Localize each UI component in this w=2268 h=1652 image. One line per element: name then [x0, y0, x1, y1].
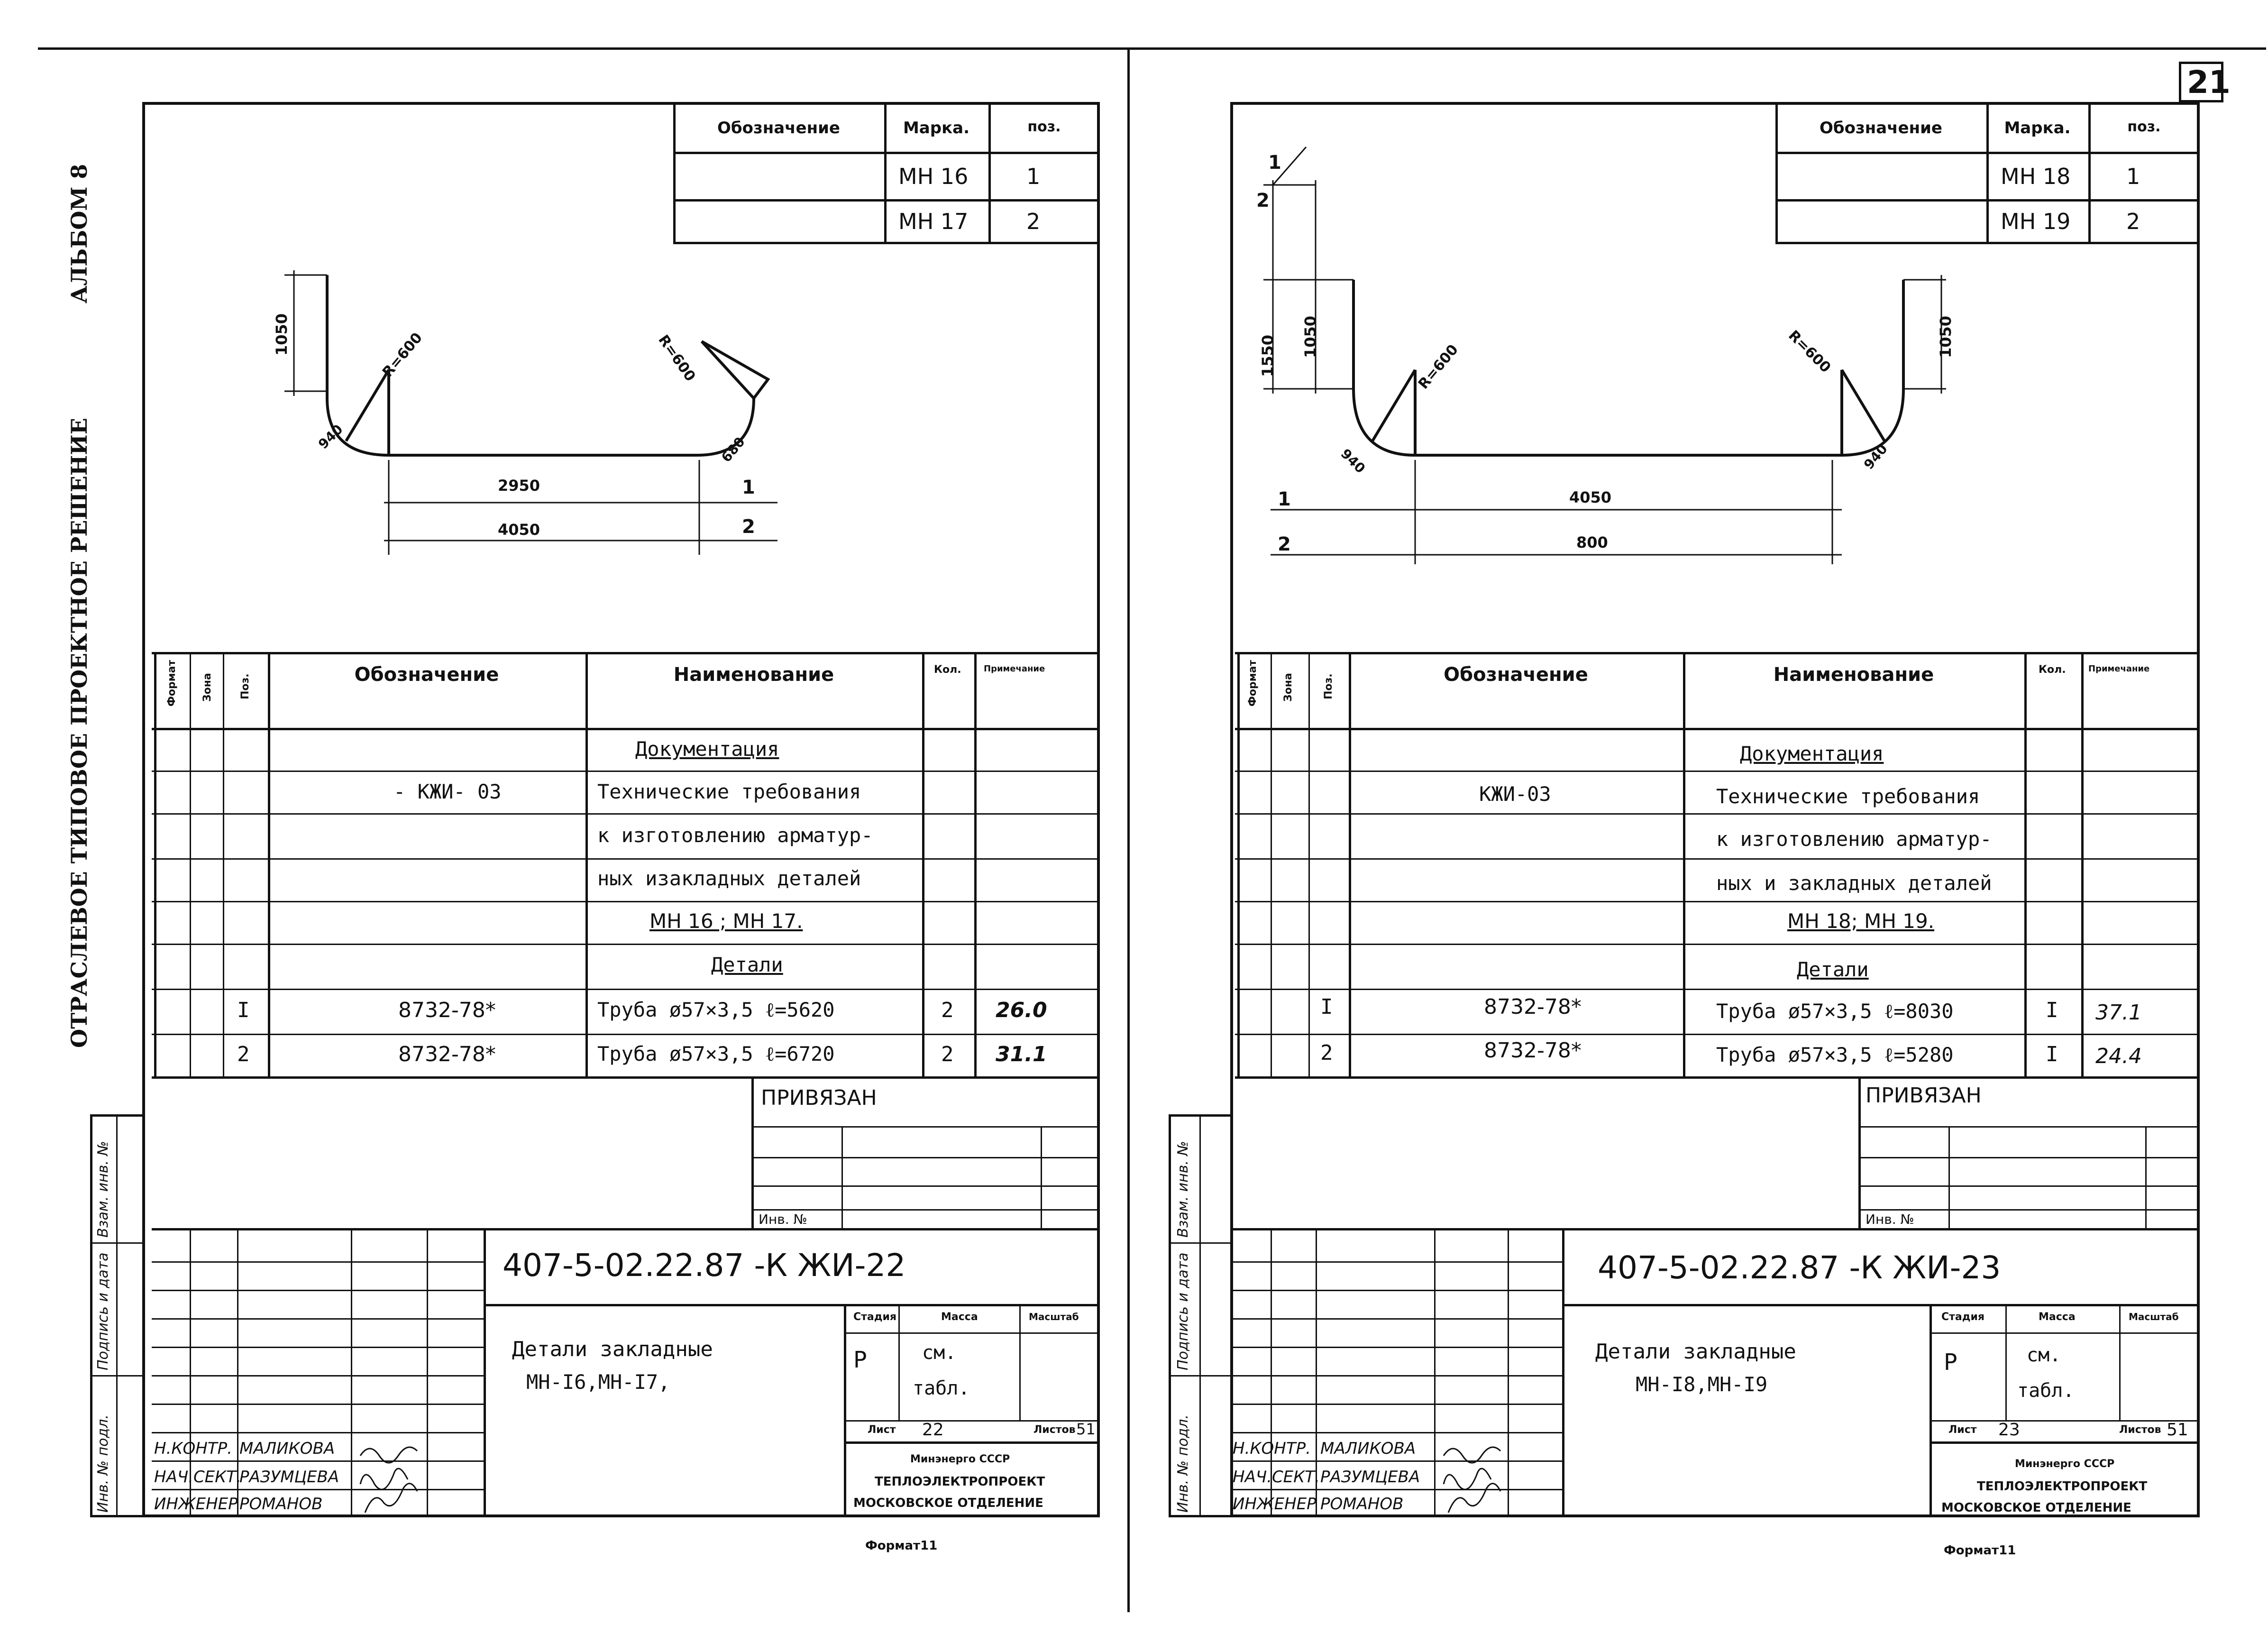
dim-label: R=600: [1785, 327, 1834, 376]
signature-scribbles: [351, 1437, 484, 1517]
spec-header-qty: Кол.: [2039, 664, 2066, 676]
spec-row-name: Труба ø57×3,5 ℓ=5620: [597, 998, 835, 1021]
sig-name: МАЛИКОВА: [1320, 1439, 1416, 1458]
spec-row-name: Документация: [1740, 742, 1884, 765]
dim-label: 940: [1337, 446, 1369, 477]
sig-role: ИНЖЕНЕР: [154, 1495, 238, 1514]
bent-pipe-drawing-right: [1230, 142, 2012, 578]
spec-row-pos: I: [1320, 995, 1333, 1019]
spec-row-name: Детали: [711, 953, 783, 976]
dim-label: 680: [718, 434, 748, 466]
org-department: МОСКОВСКОЕ ОТДЕЛЕНИЕ: [853, 1496, 1043, 1510]
marks-header-mark: Марка.: [2004, 119, 2071, 138]
spec-row-qty: 2: [941, 998, 954, 1022]
scale-header: Масштаб: [2129, 1311, 2179, 1322]
sheet-number: 23: [1998, 1420, 2020, 1440]
spec-row-name: Технические требования: [1716, 785, 1980, 808]
spec-header-pos: Поз.: [239, 673, 251, 699]
sheet-label: Лист: [868, 1424, 896, 1436]
side-stamp-label: Инв. № подл.: [1175, 1414, 1191, 1513]
spec-row-qty: I: [2046, 1042, 2058, 1066]
spec-row-name: Детали: [1797, 958, 1869, 981]
doc-title-line2: МН-I8,МН-I9: [1636, 1373, 1768, 1396]
spec-header-zone: Зона: [1282, 673, 1294, 702]
dim-label: 1050: [273, 313, 291, 356]
org-ministry: Минэнерго СССР: [910, 1453, 1010, 1465]
spec-row-name: ных и закладных деталей: [1716, 872, 1992, 895]
sig-role: Н.КОНТР.: [154, 1439, 232, 1458]
format-label: Формат11: [1944, 1543, 2016, 1558]
dim-label: R=600: [379, 330, 426, 381]
marks-row-mark: МН 16: [898, 164, 969, 189]
spec-row-designation: 8732-78*: [398, 1042, 496, 1066]
dim-label: 940: [1861, 441, 1891, 473]
mass-value-line1: см.: [922, 1342, 957, 1364]
marks-row-mark: МН 18: [2001, 164, 2071, 189]
sheets-total: 51: [2167, 1420, 2188, 1440]
leader-label: 2: [742, 516, 755, 538]
marks-header-mark: Марка.: [903, 119, 970, 138]
marks-row-pos: 2: [1026, 209, 1041, 234]
inv-no-label: Инв. №: [759, 1211, 807, 1227]
format-label: Формат11: [865, 1539, 938, 1553]
spec-row-name: Труба ø57×3,5 ℓ=5280: [1716, 1043, 1954, 1066]
sig-name: МАЛИКОВА: [239, 1439, 335, 1458]
spec-header-name: Наименование: [673, 664, 834, 686]
privyazan-label: ПРИВЯЗАН: [761, 1086, 877, 1110]
mass-value-line2: табл.: [2017, 1380, 2075, 1402]
mass-header: Масса: [2039, 1311, 2076, 1323]
org-institute: ТЕПЛОЭЛЕКТРОПРОЕКТ: [1977, 1479, 2148, 1494]
spec-header-pos: Поз.: [1323, 673, 1335, 699]
spec-header-note: Примечание: [984, 664, 1045, 674]
sheet-number: 22: [922, 1420, 944, 1440]
mass-header: Масса: [941, 1311, 978, 1323]
spec-row-name: Труба ø57×3,5 ℓ=8030: [1716, 1000, 1954, 1023]
sig-name: РАЗУМЦЕВА: [1320, 1468, 1420, 1487]
marks-header-designation: Обозначение: [717, 119, 840, 138]
sheet-label: Лист: [1948, 1424, 1977, 1436]
dim-label: 940: [315, 421, 346, 452]
doc-title-line2: МН-I6,МН-I7,: [526, 1370, 670, 1394]
marks-row-pos: 1: [2126, 164, 2140, 189]
sig-role: ИНЖЕНЕР: [1233, 1495, 1317, 1514]
side-stamp-label: Инв. № подл.: [95, 1414, 111, 1513]
inv-no-label: Инв. №: [1866, 1211, 1914, 1227]
mass-value-line2: табл.: [913, 1377, 970, 1399]
scan-top-line: [38, 47, 2266, 50]
dim-label: 1050: [1937, 315, 1955, 358]
scale-header: Масштаб: [1029, 1311, 1079, 1322]
marks-header-pos: поз.: [2127, 119, 2161, 135]
org-ministry: Минэнерго СССР: [2015, 1458, 2115, 1470]
spec-row-name: Труба ø57×3,5 ℓ=6720: [597, 1042, 835, 1065]
spec-row-pos: I: [237, 998, 250, 1022]
dim-label: 1050: [1301, 315, 1319, 358]
doc-code: 407-5-02.22.87 -К ЖИ-22: [503, 1247, 906, 1284]
doc-code: 407-5-02.22.87 -К ЖИ-23: [1598, 1249, 2001, 1286]
page-number: 21: [2187, 64, 2231, 101]
signature-scribbles: [1434, 1437, 1562, 1517]
side-stamp-label: Подпись и дата: [95, 1252, 111, 1370]
sig-name: РАЗУМЦЕВА: [239, 1468, 339, 1487]
marks-row-mark: МН 19: [2001, 209, 2071, 234]
marks-row-mark: МН 17: [898, 209, 969, 234]
spec-row-designation: 8732-78*: [1484, 1038, 1582, 1063]
spec-row-designation: 8732-78*: [1484, 995, 1582, 1019]
org-institute: ТЕПЛОЭЛЕКТРОПРОЕКТ: [875, 1475, 1045, 1489]
spec-row-name: ных изакладных деталей: [597, 867, 861, 890]
dim-label: R=600: [1415, 341, 1462, 393]
spec-row-name: к изготовлению арматур-: [1716, 827, 1992, 851]
spec-row-designation: КЖИ-03: [1479, 782, 1551, 806]
dim-label: 4050: [1569, 488, 1612, 506]
series-label: ОТРАСЛЕВОЕ ТИПОВОЕ ПРОЕКТНОЕ РЕШЕНИЕ: [66, 418, 92, 1048]
stage-value: Р: [1944, 1349, 1957, 1376]
leader-label: 2: [1256, 190, 1270, 211]
dim-label: 4050: [498, 521, 540, 539]
sheets-total: 51: [1076, 1420, 1096, 1438]
spec-header-qty: Кол.: [934, 664, 961, 676]
spec-row-name: МН 18; МН 19.: [1787, 909, 1935, 933]
sig-role: НАЧ.СЕКТ.: [1233, 1468, 1320, 1487]
privyazan-label: ПРИВЯЗАН: [1866, 1083, 1982, 1108]
spec-row-note: 31.1: [996, 1042, 1047, 1066]
dim-label: 2950: [498, 477, 540, 495]
page-divider: [1127, 47, 1130, 1612]
side-stamp-label: Взам. инв. №: [95, 1141, 111, 1238]
spec-header-format: Формат: [166, 660, 178, 707]
dim-label: R=600: [655, 332, 699, 385]
sig-role: НАЧ.СЕКТ.: [154, 1468, 241, 1487]
marks-row-pos: 2: [2126, 209, 2140, 234]
sig-role: Н.КОНТР.: [1233, 1439, 1311, 1458]
spec-row-note: 26.0: [996, 998, 1047, 1022]
leader-label: 1: [1278, 488, 1291, 510]
spec-row-pos: 2: [1320, 1041, 1333, 1065]
mass-value-line1: см.: [2027, 1344, 2061, 1366]
spec-row-pos: 2: [237, 1042, 250, 1066]
doc-title-line1: Детали закладные: [512, 1337, 713, 1361]
spec-header-name: Наименование: [1773, 664, 1934, 686]
spec-row-designation: - КЖИ- 03: [393, 780, 502, 803]
spec-header-designation: Обозначение: [354, 664, 499, 686]
side-stamp-label: Подпись и дата: [1175, 1252, 1191, 1370]
sig-name: РОМАНОВ: [239, 1495, 323, 1514]
marks-header-pos: поз.: [1027, 119, 1061, 135]
spec-row-name: к изготовлению арматур-: [597, 824, 873, 847]
spec-row-qty: I: [2046, 998, 2058, 1022]
spec-row-note: 24.4: [2095, 1044, 2142, 1068]
dim-label: 800: [1576, 533, 1608, 551]
sig-name: РОМАНОВ: [1320, 1495, 1404, 1514]
spec-header-designation: Обозначение: [1444, 664, 1588, 686]
doc-title-line1: Детали закладные: [1595, 1340, 1796, 1364]
spec-row-name: Документация: [635, 737, 779, 761]
spec-header-zone: Зона: [201, 673, 213, 702]
stage-header: Стадия: [853, 1311, 897, 1323]
marks-header-designation: Обозначение: [1820, 119, 1942, 138]
leader-label: 1: [742, 477, 755, 498]
spec-header-format: Формат: [1247, 660, 1259, 707]
org-department: МОСКОВСКОЕ ОТДЕЛЕНИЕ: [1941, 1501, 2131, 1515]
sheets-label: Листов: [2119, 1424, 2161, 1436]
spec-row-qty: 2: [941, 1042, 954, 1066]
bent-pipe-drawing-left: [142, 247, 806, 578]
dim-label: 1550: [1259, 334, 1277, 377]
spec-row-designation: 8732-78*: [398, 998, 496, 1022]
sheets-label: Листов: [1033, 1424, 1076, 1436]
side-stamp-label: Взам. инв. №: [1175, 1141, 1191, 1238]
stage-value: Р: [853, 1347, 867, 1373]
spec-header-note: Примечание: [2088, 664, 2150, 674]
leader-label: 1: [1268, 152, 1281, 174]
page-number-box: [2179, 62, 2231, 102]
marks-row-pos: 1: [1026, 164, 1041, 189]
spec-row-name: Технические требования: [597, 780, 861, 803]
leader-label: 2: [1278, 533, 1291, 555]
spec-row-name: МН 16 ; МН 17.: [649, 909, 803, 933]
spec-row-note: 37.1: [2095, 1000, 2142, 1025]
album-label: АЛЬБОМ 8: [66, 164, 92, 303]
stage-header: Стадия: [1941, 1311, 1985, 1323]
